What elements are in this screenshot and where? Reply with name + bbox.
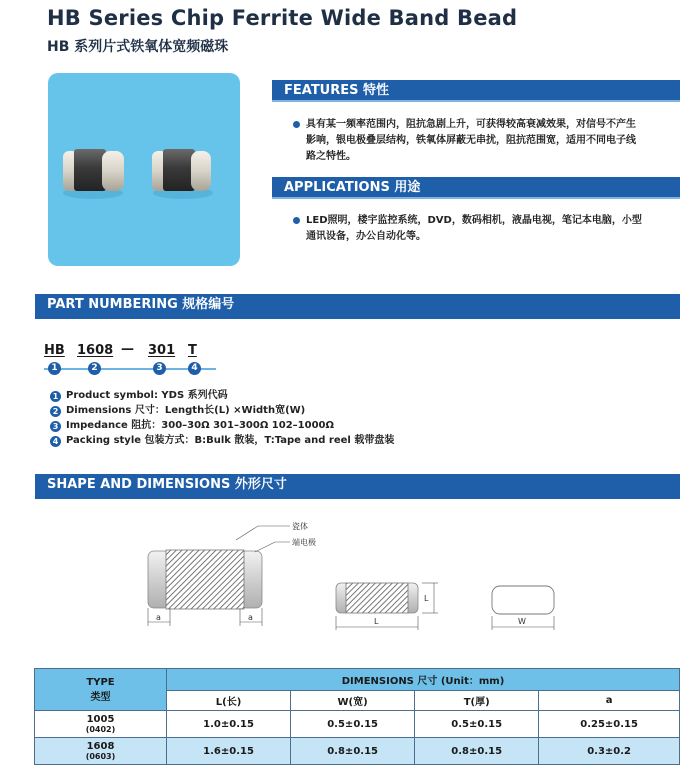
number-badge: 2 <box>50 406 61 417</box>
dimensions-header: DIMENSIONS 尺寸 (Unit：mm) <box>167 669 680 691</box>
value-cell: 0.25±0.15 <box>539 711 680 738</box>
dim-W: W <box>518 617 526 626</box>
chip-top-view <box>336 583 438 630</box>
type-cell: 1608 (0603) <box>35 738 167 765</box>
shape-section-tail <box>35 496 680 499</box>
shape-title: SHAPE AND DIMENSIONS 外形尺寸 <box>47 477 287 492</box>
part-description-3: 3 Impedance 阻抗：300–30Ω 301–300Ω 102–1000Ω <box>50 419 334 432</box>
dimension-drawing <box>140 518 560 638</box>
label-electrode: 端电极 <box>292 538 316 547</box>
col-length: L(长) <box>167 691 291 711</box>
features-title: FEATURES 特性 <box>284 83 390 98</box>
col-thickness: T(厚) <box>415 691 539 711</box>
type-header: TYPE 类型 <box>35 669 167 711</box>
part-numbering-title: PART NUMBERING 规格编号 <box>47 297 235 312</box>
number-badge: 3 <box>50 421 61 432</box>
dim-L: L <box>374 617 379 626</box>
chip-end-view <box>492 586 554 630</box>
dim-a-left: a <box>156 613 161 622</box>
chip-side-view <box>148 521 316 626</box>
part-code-dimensions: 1608 <box>77 343 114 358</box>
chip-bead-right <box>152 149 213 199</box>
part-number-example <box>44 343 214 363</box>
col-a: a <box>539 691 680 711</box>
applications-title: APPLICATIONS 用途 <box>284 180 421 195</box>
features-section-bar <box>272 80 680 102</box>
value-cell: 0.5±0.15 <box>415 711 539 738</box>
bullet-icon <box>293 121 300 128</box>
label-body: 瓷体 <box>292 522 308 531</box>
part-numbering-section-bar <box>35 294 680 316</box>
value-cell: 1.0±0.15 <box>167 711 291 738</box>
shape-section-bar <box>35 474 680 496</box>
type-cell: 1005 (0402) <box>35 711 167 738</box>
table-row <box>35 711 680 738</box>
chip-bead-left <box>63 149 124 199</box>
value-cell: 0.5±0.15 <box>291 711 415 738</box>
part-number-marker-3: 3 <box>153 362 166 375</box>
page-subtitle: HB 系列片式铁氧体宽频磁珠 <box>47 39 229 55</box>
dimensions-table <box>34 668 680 765</box>
part-number-marker-2: 2 <box>88 362 101 375</box>
part-code-symbol: HB <box>44 343 65 358</box>
part-number-marker-4: 4 <box>188 362 201 375</box>
bullet-icon <box>293 217 300 224</box>
col-width: W(宽) <box>291 691 415 711</box>
product-photo <box>48 73 240 266</box>
value-cell: 0.8±0.15 <box>415 738 539 765</box>
applications-section-bar <box>272 177 680 199</box>
part-code-packing: T <box>188 343 197 358</box>
part-numbering-tail <box>35 316 680 319</box>
features-text: 具有某一频率范围内，阻抗急剧上升，可获得较高衰减效果，对信号不产生 影响，银电极叠层结构，铁氧体屏蔽无串扰，阻抗范围宽，适用不同电子线 路之特性。 <box>306 117 682 165</box>
number-badge: 1 <box>50 391 61 402</box>
value-cell: 0.8±0.15 <box>291 738 415 765</box>
page-title: HB Series Chip Ferrite Wide Band Bead <box>47 6 518 30</box>
applications-text: LED照明，楼宇监控系统，DVD，数码相机，液晶电视，笔记本电脑，小型 通讯设备，办公自动化等。 <box>306 213 682 245</box>
part-description-4: 4 Packing style 包装方式：B:Bulk 散装，T:Tape and reel 载带盘装 <box>50 434 394 447</box>
part-code-impedance: 301 <box>148 343 176 358</box>
number-badge: 4 <box>50 436 61 447</box>
value-cell: 0.3±0.2 <box>539 738 680 765</box>
value-cell: 1.6±0.15 <box>167 738 291 765</box>
part-number-marker-1: 1 <box>48 362 61 375</box>
part-description-2: 2 Dimensions 尺寸：Length长(L) ×Width宽(W) <box>50 404 305 417</box>
dim-a-right: a <box>248 613 253 622</box>
dim-T: L <box>424 594 429 603</box>
table-row <box>35 738 680 765</box>
part-description-1: 1 Product symbol: YDS 系列代码 <box>50 389 228 402</box>
part-code-dash: — <box>121 342 134 357</box>
